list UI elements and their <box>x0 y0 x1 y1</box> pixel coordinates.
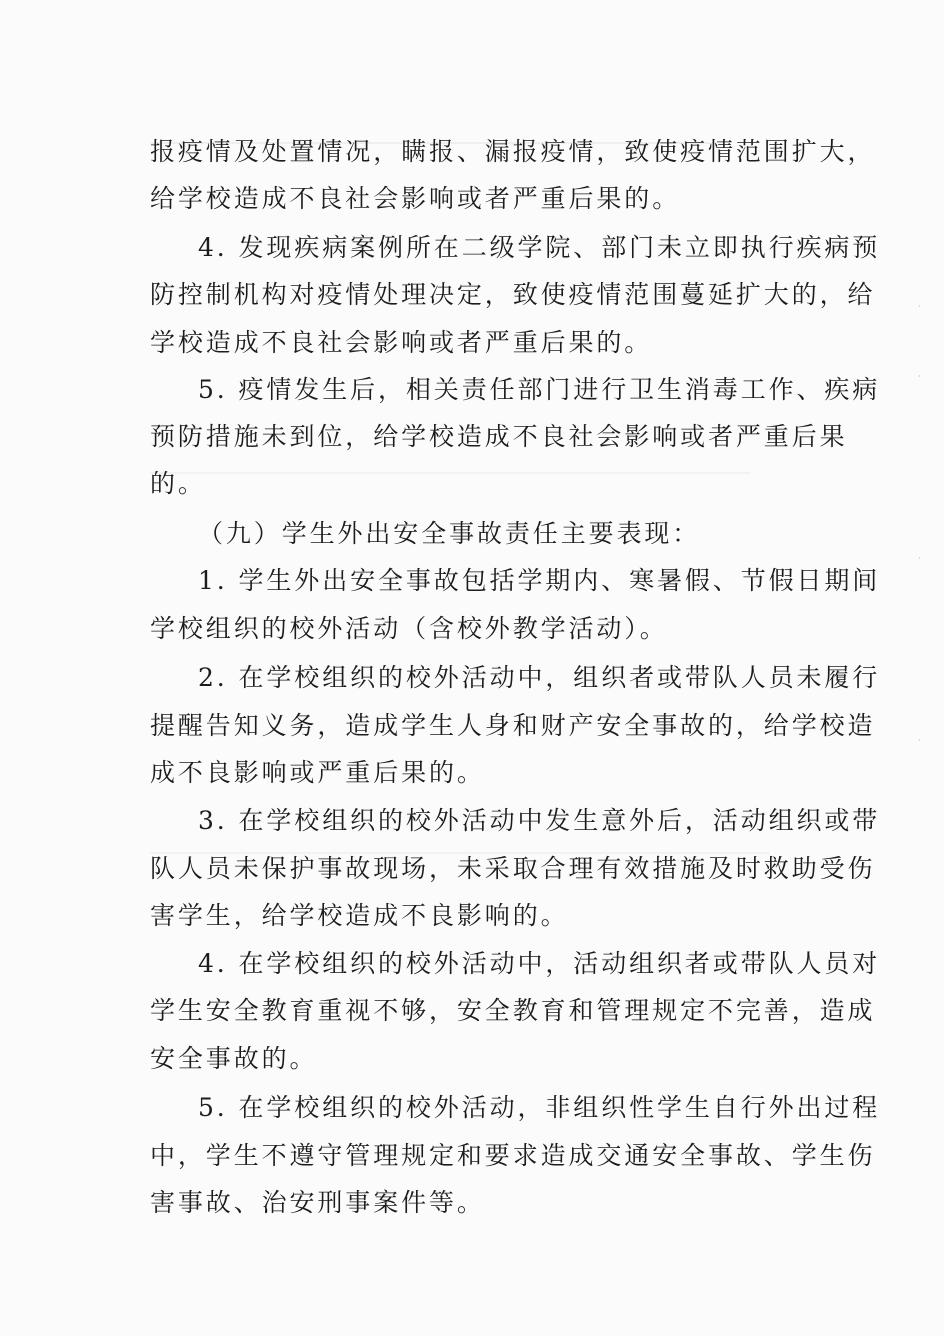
text-line: 4. 在学校组织的校外活动中，活动组织者或带队人员对 <box>198 949 881 978</box>
text-line: 的。 <box>150 469 206 498</box>
text-line: 4. 发现疾病案例所在二级学院、部门未立即执行疾病预 <box>198 233 881 262</box>
text-line: 5. 疫情发生后，相关责任部门进行卫生消毒工作、疾病 <box>198 375 881 404</box>
text-line: 2. 在学校组织的校外活动中，组织者或带队人员未履行 <box>198 663 881 692</box>
text-line: 给学校造成不良社会影响或者严重后果的。 <box>150 184 681 213</box>
text-line: 1. 学生外出安全事故包括学期内、寒暑假、节假日期间 <box>198 566 881 595</box>
text-line: 安全事故的。 <box>150 1044 318 1073</box>
text-line: 预防措施未到位，给学校造成不良社会影响或者严重后果 <box>150 422 848 451</box>
text-line: 提醒告知义务，造成学生人身和财产安全事故的，给学校造 <box>150 711 876 740</box>
text-line: 3. 在学校组织的校外活动中发生意外后，活动组织或带 <box>198 806 881 835</box>
section-heading: （九）学生外出安全事故责任主要表现： <box>198 519 701 548</box>
text-line: 5. 在学校组织的校外活动，非组织性学生自行外出过程 <box>198 1093 881 1122</box>
text-line: 学校组织的校外活动（含校外教学活动）。 <box>150 614 668 643</box>
text-line: 害学生，给学校造成不良影响的。 <box>150 901 569 930</box>
margin-marks: · · · · <box>918 302 921 745</box>
text-line: 学校造成不良社会影响或者严重后果的。 <box>150 328 653 357</box>
text-line: 队人员未保护事故现场，未采取合理有效措施及时救助受伤 <box>150 854 876 883</box>
text-line: 中，学生不遵守管理规定和要求造成交通安全事故、学生伤 <box>150 1141 876 1170</box>
text-line: 害事故、治安刑事案件等。 <box>150 1188 485 1217</box>
text-line: 学生安全教育重视不够，安全教育和管理规定不完善，造成 <box>150 996 876 1025</box>
text-line: 成不良影响或严重后果的。 <box>150 758 485 787</box>
text-line: 防控制机构对疫情处理决定，致使疫情范围蔓延扩大的，给 <box>150 280 876 309</box>
text-line: 报疫情及处置情况，瞒报、漏报疫情，致使疫情范围扩大， <box>150 137 876 166</box>
